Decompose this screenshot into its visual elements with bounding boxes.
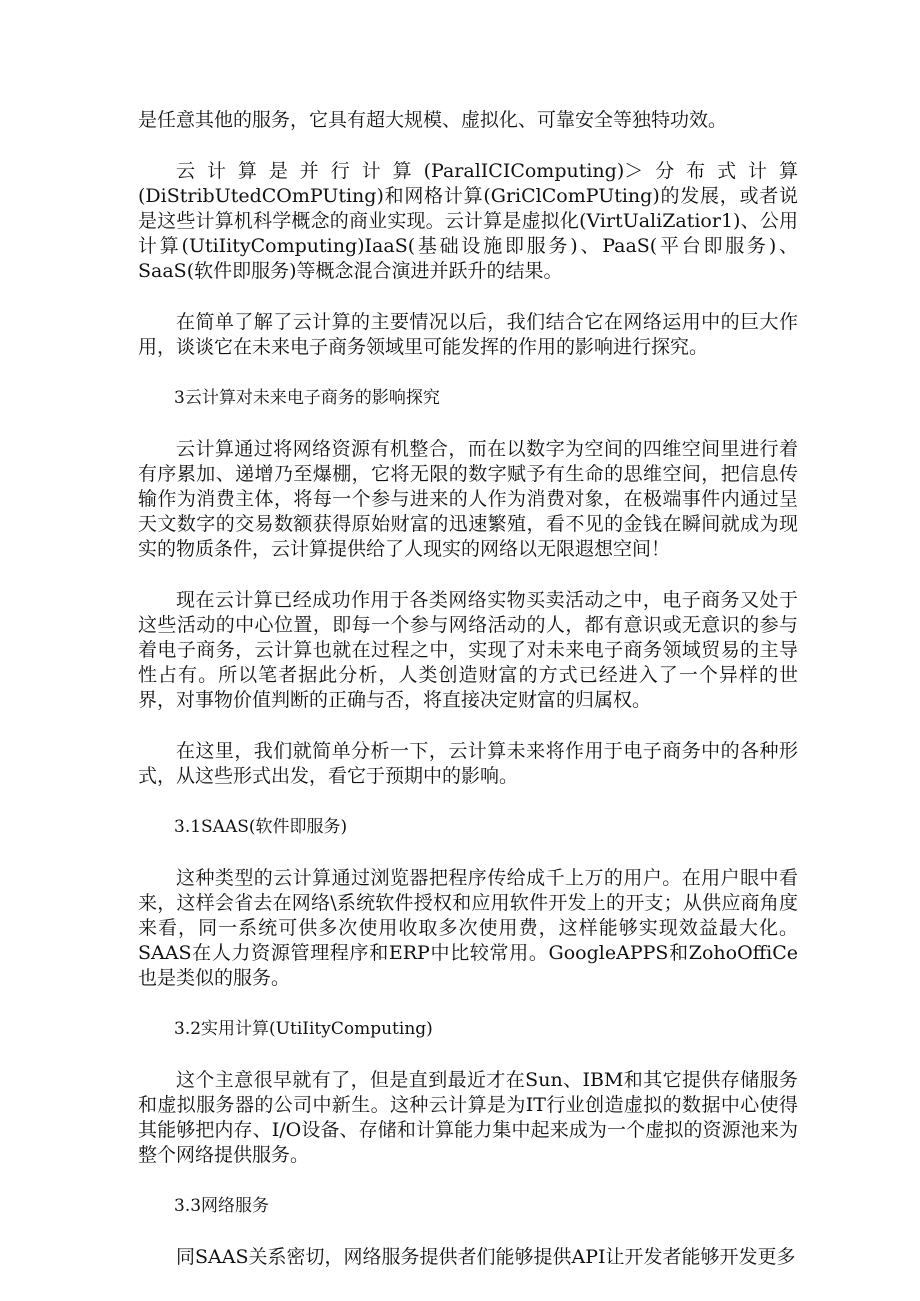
paragraph-continuation: 是任意其他的服务，它具有超大规模、虚拟化、可靠安全等独特功效。	[138, 109, 728, 131]
section-heading-3: 3云计算对未来电子商务的影响探究	[174, 388, 440, 408]
paragraph-intro-research: 在简单了解了云计算的主要情况以后，我们结合它在网络运用中的巨大作用，谈谈它在未来电子商务领域里可能发挥的作用的影响进行探究。	[138, 311, 798, 358]
paragraph-saas: 这种类型的云计算通过浏览器把程序传给成千上万的用户。在用户眼中看来，这样会省去在网络\系统软件授权和应用软件开发上的开支；从供应商角度来看，同一系统可供多次使用收取多次使用费，这样能够实现效益最大化。SAAS在人力资源管理程序和ERP中比较常用。GoogleAPPS和ZohoOffiCe也是类似的服务。	[138, 867, 798, 989]
paragraph-utility-computing: 这个主意很早就有了，但是直到最近才在Sun、IBM和其它提供存储服务和虚拟服务器的公司中新生。这种云计算是为IT行业创造虚拟的数据中心使得其能够把内存、I/O设备、存储和计算能力集中起来成为一个虚拟的资源池来为整个网络提供服务。	[138, 1069, 798, 1166]
section-heading-3-3: 3.3网络服务	[174, 1196, 270, 1216]
section-heading-3-2: 3.2实用计算(UtiIityComputing)	[174, 1019, 433, 1039]
paragraph-resource-integration: 云计算通过将网络资源有机整合，而在以数字为空间的四维空间里进行着有序累加、递增乃至爆棚，它将无限的数字赋予有生命的思维空间，把信息传输作为消费主体，将每一个参与进来的人作为消费对象，在极端事件内通过呈天文数字的交易数额获得原始财富的迅速繁殖，看不见的金钱在瞬间就成为现实的物质条件，云计算提供给了人现实的网络以无限遐想空间！	[138, 438, 798, 560]
document-body	[138, 108, 798, 1296]
section-heading-3-1: 3.1SAAS(软件即服务)	[174, 817, 348, 837]
paragraph-web-services: 同SAAS关系密切，网络服务提供者们能够提供API让开发者能够开发更多	[176, 1246, 796, 1268]
paragraph-ecommerce-role: 现在云计算已经成功作用于各类网络实物买卖活动之中，电子商务又处于这些活动的中心位置，即每一个参与网络活动的人，都有意识或无意识的参与着电子商务，云计算也就在过程之中，实现了对未来电子商务领域贸易的主导性占有。所以笔者据此分析，人类创造财富的方式已经进入了一个异样的世界，对事物价值判断的正确与否，将直接决定财富的归属权。	[138, 589, 798, 711]
paragraph-forms-analysis: 在这里，我们就简单分析一下，云计算未来将作用于电子商务中的各种形式，从这些形式出发，看它于预期中的影响。	[138, 740, 798, 787]
paragraph-cloud-definition: 云计算是并行计算(ParalICIComputing)＞分布式计算(DiStribUtedCOmPUting)和网格计算(GriClComPUting)的发展，或者说是这些计算机科学概念的商业实现。云计算是虚拟化(VirtUaliZatior1)、公用计算(UtiIityComputing)IaaS(基础设施即服务)、PaaS(平台即服务)、SaaS(软件即服务)等概念混合演进并跃升的结果。	[138, 160, 798, 282]
